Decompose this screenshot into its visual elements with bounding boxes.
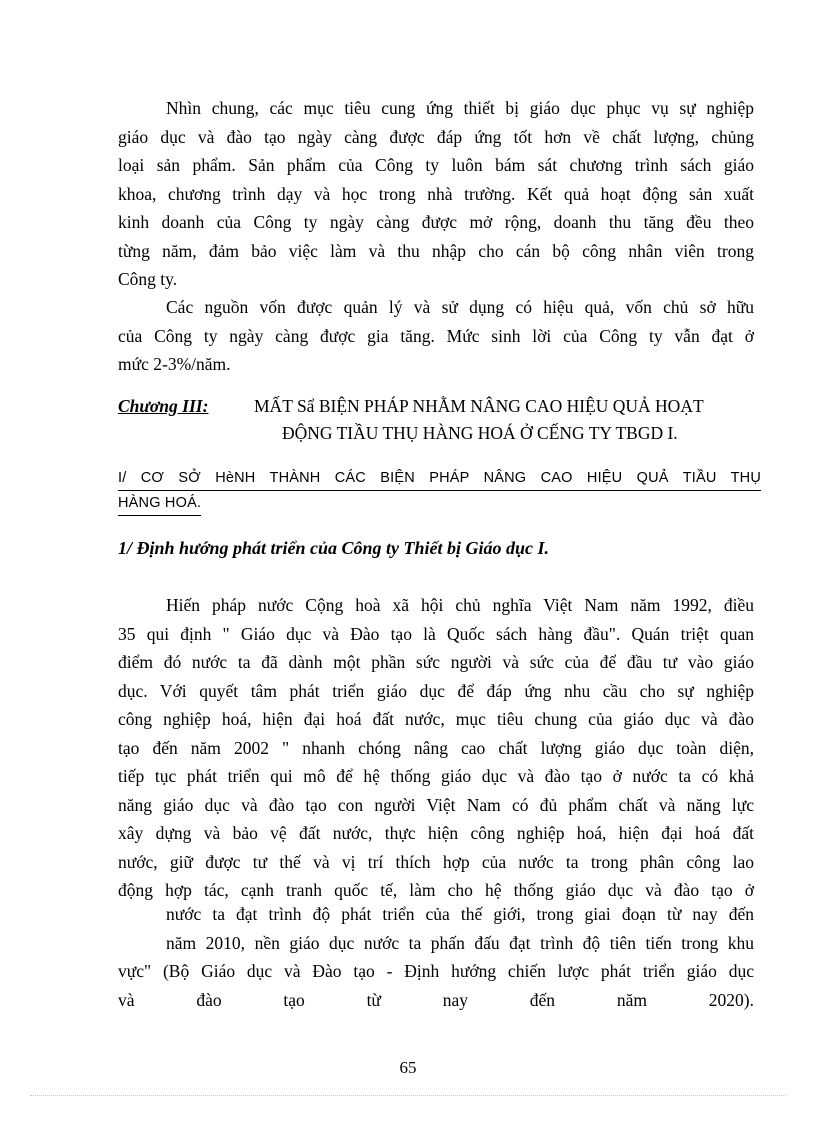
page-number: 65 [399,1058,417,1077]
paragraph-strategy [118,900,754,1014]
section-heading [118,466,761,516]
subheading: 1/ Định hướng phát triển của Công ty Thiết bị Giáo dục I. [118,538,550,558]
chapter-label: Chương III: [118,396,209,416]
text-line: kinh doanh của Công ty ngày càng được mở rộng, doanh thu tăng đều theo [118,212,754,232]
text-line: và đào tạo từ nay đến năm 2020). [118,989,754,1010]
paragraph-capital [118,293,754,379]
chapter-title-line: ĐỘNG TIẦU THỤ HÀNG HOÁ Ở CẾNG TY TBGD I. [282,423,678,443]
text-line: vực" (Bộ Giáo dục và Đào tạo - Định hướng chiến lược phát triển giáo dục [118,961,754,981]
text-line: năm 2010, nền giáo dục nước ta phấn đấu đạt trình độ tiên tiến trong khu [166,932,754,953]
text-line: nước, giữ được tư thế và vị trí thích hợp của nước ta trong phân công lao [118,851,754,872]
section-heading-line: I/ CƠ SỞ HèNH THÀNH CÁC BIỆN PHÁP NÂNG CAO HIỆU QUẢ TIẦU THỤ [118,466,761,491]
paragraph-constitution [118,591,754,905]
text-line: Các nguồn vốn được quản lý và sử dụng có hiệu quả, vốn chủ sở hữu [166,297,754,317]
text-line: mức 2-3%/năm. [118,354,231,374]
text-line: công nghiệp hoá, hiện đại hoá đất nước, mục tiêu chung của giáo dục và đào [118,709,754,729]
text-line: nước ta đạt trình độ phát triển của thế giới, trong giai đoạn từ nay đến [166,904,754,924]
text-line: tiếp tục phát triển qui mô để hệ thống giáo dục và đào tạo ở nước ta có khả [118,766,754,786]
text-line: động hợp tác, cạnh tranh quốc tế, làm cho hệ thống giáo dục và đào tạo ở [118,880,754,900]
text-line: xây dựng và bảo vệ đất nước, thực hiện công nghiệp hoá, hiện đại hoá đất [118,823,754,843]
text-line: 35 qui định " Giáo dục và Đào tạo là Quốc sách hàng đầu". Quán triệt quan [118,623,754,644]
section-heading-line: HÀNG HOÁ. [118,491,201,516]
text-line: khoa, chương trình dạy và học trong nhà trường. Kết quả hoạt động sản xuất [118,183,754,204]
text-line: Nhìn chung, các mục tiêu cung ứng thiết bị giáo dục phục vụ sự nghiệp [166,98,754,118]
text-line: giáo dục và đào tạo ngày càng được đáp ứng tốt hơn về chất lượng, chủng [118,126,754,147]
text-line: của Công ty ngày càng được gia tăng. Mức sinh lời của Công ty vẫn đạt ở [118,325,754,346]
text-line: tạo đến năm 2002 " nhanh chóng nâng cao chất lượng giáo dục toàn diện, [118,737,754,758]
text-line: điểm đó nước ta đã dành một phần sức người và sức của để đầu tư vào giáo [118,652,754,672]
text-line: Công ty. [118,269,178,289]
text-line: năng giáo dục và đào tạo con người Việt Nam có đủ phẩm chất và năng lực [118,794,754,815]
paragraph-summary [118,94,754,294]
text-line: Hiến pháp nước Cộng hoà xã hội chủ nghĩa Việt Nam năm 1992, điều [166,595,754,615]
text-line: từng năm, đảm bảo việc làm và thu nhập cho cán bộ công nhân viên trong [118,240,754,261]
chapter-title-line: MẤT Sẩ BIỆN PHÁP NHẰM NÂNG CAO HIỆU QUẢ HOẠT [254,396,704,416]
text-line: loại sản phẩm. Sản phẩm của Công ty luôn bám sát chương trình sách giáo [118,155,754,175]
text-line: dục. Với quyết tâm phát triển giáo dục để đáp ứng nhu cầu cho sự nghiệp [118,680,754,701]
footer-divider [30,1095,786,1096]
